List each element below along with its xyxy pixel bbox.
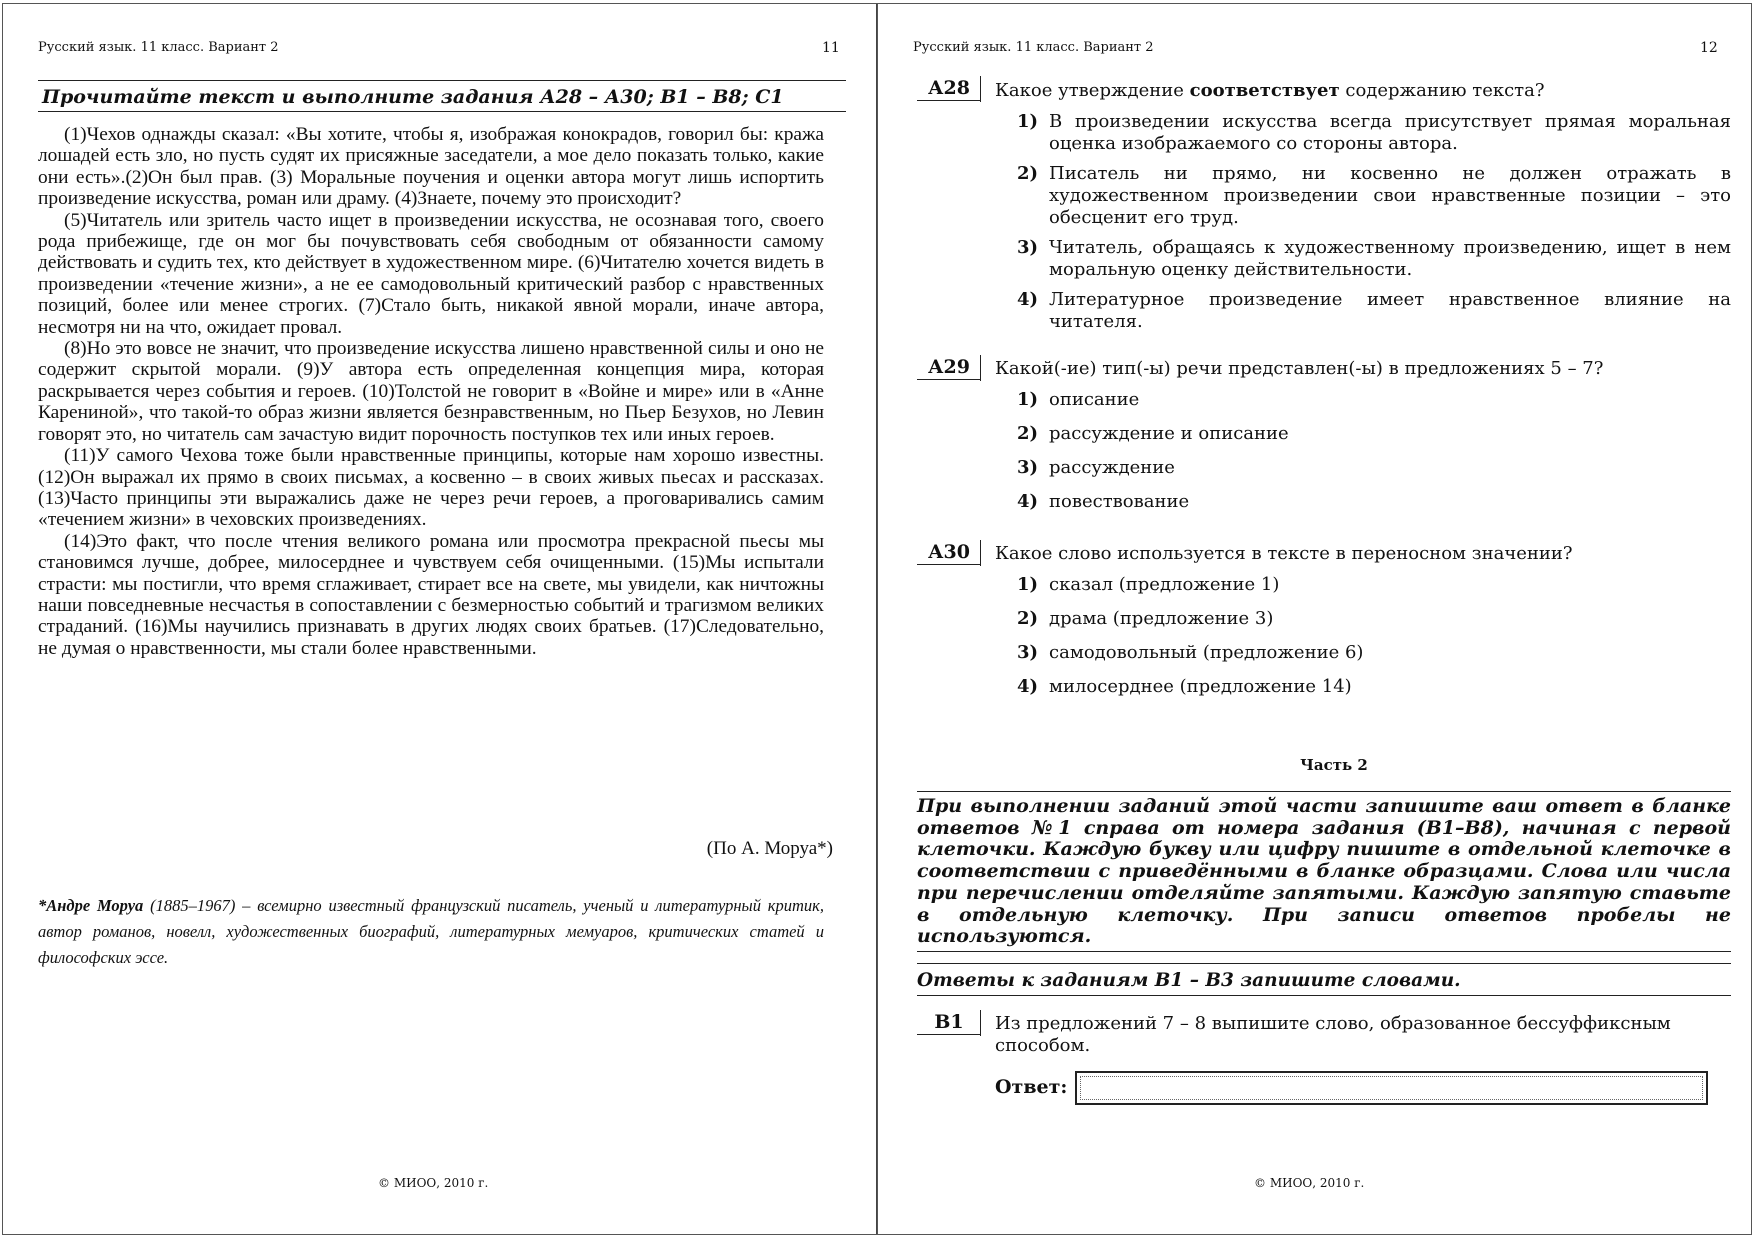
option-text: рассуждение и описание <box>1049 423 1289 444</box>
question-text: Какое утверждение <box>995 80 1190 101</box>
task-separator <box>980 355 981 381</box>
options-a29 <box>1017 389 1731 513</box>
answer-field[interactable] <box>1075 1071 1708 1105</box>
option-text: Литературное произведение имеет нравственное влияние на читателя. <box>1049 289 1731 332</box>
answer-option[interactable] <box>1017 389 1731 411</box>
option-number: 3) <box>1017 642 1039 663</box>
option-number: 3) <box>1017 237 1039 258</box>
task-label-a29: А29 <box>917 356 981 380</box>
option-text: милосерднее (предложение 14) <box>1049 676 1352 697</box>
task-separator <box>980 76 981 102</box>
question-emphasis: соответствует <box>1189 80 1340 101</box>
answer-option[interactable] <box>1017 289 1731 333</box>
footnote <box>38 893 824 971</box>
answer-option[interactable] <box>1017 642 1731 664</box>
option-number: 1) <box>1017 389 1039 410</box>
b1-b3-instruction: Ответы к заданиям В1 – В3 запишите словами. <box>917 963 1731 996</box>
task-label-b1: В1 <box>917 1011 981 1035</box>
answer-option[interactable] <box>1017 491 1731 513</box>
option-number: 1) <box>1017 111 1039 132</box>
reading-text <box>38 124 824 659</box>
question-a28 <box>995 80 1731 102</box>
option-number: 4) <box>1017 676 1039 697</box>
option-number: 2) <box>1017 163 1039 184</box>
question-a30: Какое слово используется в тексте в переносном значении? <box>995 543 1573 564</box>
option-text: повествование <box>1049 491 1190 512</box>
answer-option[interactable] <box>1017 423 1731 445</box>
task-label-a28: А28 <box>917 77 981 101</box>
part-2-title: Часть 2 <box>1300 756 1368 774</box>
answer-option[interactable] <box>1017 608 1731 630</box>
option-number: 2) <box>1017 423 1039 444</box>
question-text: содержанию текста? <box>1339 80 1545 101</box>
text-title: Прочитайте текст и выполните задания А28 – А30; В1 – В8; С1 <box>38 80 846 112</box>
answer-label: Ответ: <box>995 1076 1068 1098</box>
answer-option[interactable] <box>1017 237 1731 281</box>
answer-option[interactable] <box>1017 111 1731 155</box>
answer-option[interactable] <box>1017 676 1731 698</box>
option-text: рассуждение <box>1049 457 1175 478</box>
option-number: 2) <box>1017 608 1039 629</box>
answer-option[interactable] <box>1017 574 1731 596</box>
question-a29: Какой(-ие) тип(-ы) речи представлен(-ы) в предложениях 5 – 7? <box>995 358 1604 379</box>
options-a28 <box>1017 111 1731 333</box>
option-text: сказал (предложение 1) <box>1049 574 1280 595</box>
task-separator <box>980 1010 981 1036</box>
paragraph: (5)Читатель или зритель часто ищет в произведении искусства, не осознавая того, своего рода прибежище, где он мог бы почувствовать себя свободным от обязанности самому действовать и судить тех, кто действует в художественном мире. (6)Читателю хочется видеть в произведении «течение жизни», а не ее самодовольный критический разбор с нравственных позиций, более или менее строгих. (7)Стало быть, никакой явной морали, иначе автора, несмотря ни на что, ожидает провал. <box>38 209 824 338</box>
copyright: © МИОО, 2010 г. <box>1254 1176 1365 1190</box>
paragraph: (1)Чехов однажды сказал: «Вы хотите, чтобы я, изображая конокрадов, говорил бы: кража лошадей есть зло, но пусть судят их присяжные заседатели, а мое дело показать только, какие они есть».(2)Он был прав. (3) Моральные поучения и оценки автора могут лишь испортить произведение искусства, роман или драму. (4)Знаете, почему это происходит? <box>38 124 824 210</box>
option-number: 3) <box>1017 457 1039 478</box>
copyright: © МИОО, 2010 г. <box>378 1176 489 1190</box>
answer-option[interactable] <box>1017 457 1731 479</box>
option-text: самодовольный (предложение 6) <box>1049 642 1364 663</box>
option-number: 4) <box>1017 491 1039 512</box>
question-b1: Из предложений 7 – 8 выпишите слово, образованное бессуффиксным способом. <box>995 1013 1671 1056</box>
footnote-text: (1885–1967) – всемирно известный французский писатель, ученый и литературный критик, автор романов, новелл, художественных биографий, литературных мемуаров, критических статей и философских эссе. <box>38 896 824 967</box>
paragraph: (11)У самого Чехова тоже были нравственные принципы, которые нам хорошо известны. (12)Он выражал их прямо в своих письмах, а косвенно – в своих живых пьесах и рассказах. (13)Часто принципы эти выражались даже не через речи героев, а проговаривались самим «течением жизни» в чеховских произведениях. <box>38 445 824 531</box>
option-number: 4) <box>1017 289 1039 310</box>
footnote-name: *Андре Моруа <box>38 896 144 915</box>
right-page <box>877 0 1754 1239</box>
paragraph: (8)Но это вовсе не значит, что произведение искусства лишено нравственной силы и оно не содержит скрытой морали. (9)У автора есть определенная концепция мира, которая раскрывается через события и героев. (10)Толстой не говорит в «Войне и мире» или в «Анне Карениной», что такой-то образ жизни является безнравственным, но Пьер Безухов, но Левин говорят это, но читатель сам зачастую видит порочность поступков тех или иных героев. <box>38 338 824 445</box>
part-2-instructions: При выполнении заданий этой части запишите ваш ответ в бланке ответов №1 справа от номера задания (В1–В8), начиная с первой клеточки. Каждую букву или цифру пишите в отдельной клеточке в соответствии с приведёнными в бланке образцами. Слова или числа при перечислении отделяйте запятыми. Каждую запятую ставьте в отдельную клеточку. При записи ответов пробелы не используются. <box>917 791 1731 952</box>
paragraph: (14)Это факт, что после чтения великого романа или просмотра прекрасной пьесы мы становимся лучше, добрее, милосерднее и чувствуем себя очищенными. (15)Мы испытали страсти: мы постигли, что время сглаживает, стирает все на свете, мы увидели, как ничтожны наши повседневные несчастья в сопоставлении с безмерностью событий и трагизмом великих страданий. (16)Мы научились признавать в других людях своих братьев. (17)Следовательно, не думая о нравственности, мы стали более нравственными. <box>38 530 824 659</box>
page-number: 12 <box>1700 40 1718 56</box>
answer-field-inner <box>1080 1076 1703 1100</box>
option-text: Писатель ни прямо, ни косвенно не должен отражать в художественном произведении свои нравственные позиции – это обесценит его труд. <box>1049 163 1731 228</box>
page-header: Русский язык. 11 класс. Вариант 2 <box>38 40 279 55</box>
option-text: Читатель, обращаясь к художественному произведению, ищет в нем моральную оценку действительности. <box>1049 237 1731 280</box>
option-text: В произведении искусства всегда присутствует прямая моральная оценка изображаемого со стороны автора. <box>1049 111 1731 154</box>
answer-option[interactable] <box>1017 163 1731 229</box>
text-source: (По А. Моруа*) <box>706 838 833 859</box>
option-text: драма (предложение 3) <box>1049 608 1274 629</box>
task-separator <box>980 540 981 566</box>
page-header: Русский язык. 11 класс. Вариант 2 <box>913 40 1154 55</box>
options-a30 <box>1017 574 1731 698</box>
task-label-a30: А30 <box>917 541 981 565</box>
page-number: 11 <box>822 40 840 56</box>
option-text: описание <box>1049 389 1140 410</box>
option-number: 1) <box>1017 574 1039 595</box>
